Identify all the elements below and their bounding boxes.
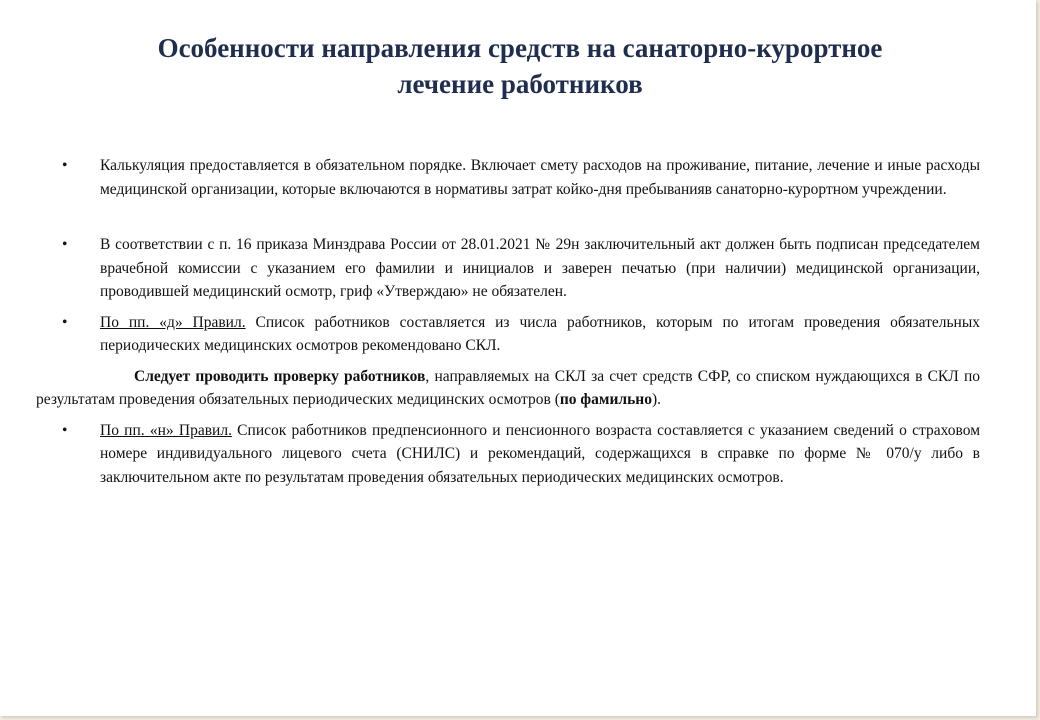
note-end: ).: [651, 391, 661, 408]
list-item-text: Калькуляция предоставляется в обязательном порядке. Включает смету расходов на проживание, питание, лечение и иные расходы медицинской организации, которые включаются в нормативы затрат койко-дня пребыванияв санаторно-курортном учреждении.: [100, 157, 980, 198]
note-text: , направляемых на СКЛ за счет средств СФР, со списком нуждающихся в СКЛ по результатам проведения обязательных периодических медицинских осмотров (: [36, 367, 980, 408]
bullet-icon: •: [62, 313, 68, 331]
list-item: [62, 154, 980, 201]
bullet-icon: •: [62, 157, 68, 174]
content: [36, 154, 981, 489]
list-item: [62, 233, 980, 304]
rule-reference: По пп. «н» Правил.: [100, 421, 232, 439]
title-line-2: лечение работников: [397, 69, 643, 99]
note-bold-lead: Следует проводить проверку работников: [134, 367, 426, 385]
bullet-icon: •: [62, 236, 68, 253]
title-line-1: Особенности направления средств на санаторно-курортное: [157, 33, 883, 63]
list-item-text: Список работников предпенсионного и пенсионного возраста составляется с указанием сведений о страховом номере индивидуального лицевого счета (СНИЛС) и рекомендаций, содержащихся в справке по форме № 070/у либо в заключительном акте по результатам проведения обязательных периодических медицинских осмотров.: [100, 421, 980, 486]
list-item: [62, 419, 980, 490]
bullet-icon: •: [62, 421, 68, 439]
list-item-text: В соответствии с п. 16 приказа Минздрава России от 28.01.2021 № 29н заключительный акт должен быть подписан председателем врачебной комиссии с указанием его фамилии и инициалов и заверен печатью (при наличии) медицинской организации, проводившей медицинский осмотр, гриф «Утверждаю» не обязателен.: [100, 236, 980, 300]
list-item-text: Список работников составляется из числа работников, которым по итогам проведения обязательных периодических медицинских осмотров рекомендовано СКЛ.: [100, 313, 981, 354]
note-bold-emphasis: по фамильно: [559, 391, 652, 408]
page-title: [40, 30, 1000, 102]
note-paragraph: [36, 365, 980, 412]
rule-reference: По пп. «д» Правил.: [100, 313, 246, 331]
list-item: [62, 311, 980, 358]
